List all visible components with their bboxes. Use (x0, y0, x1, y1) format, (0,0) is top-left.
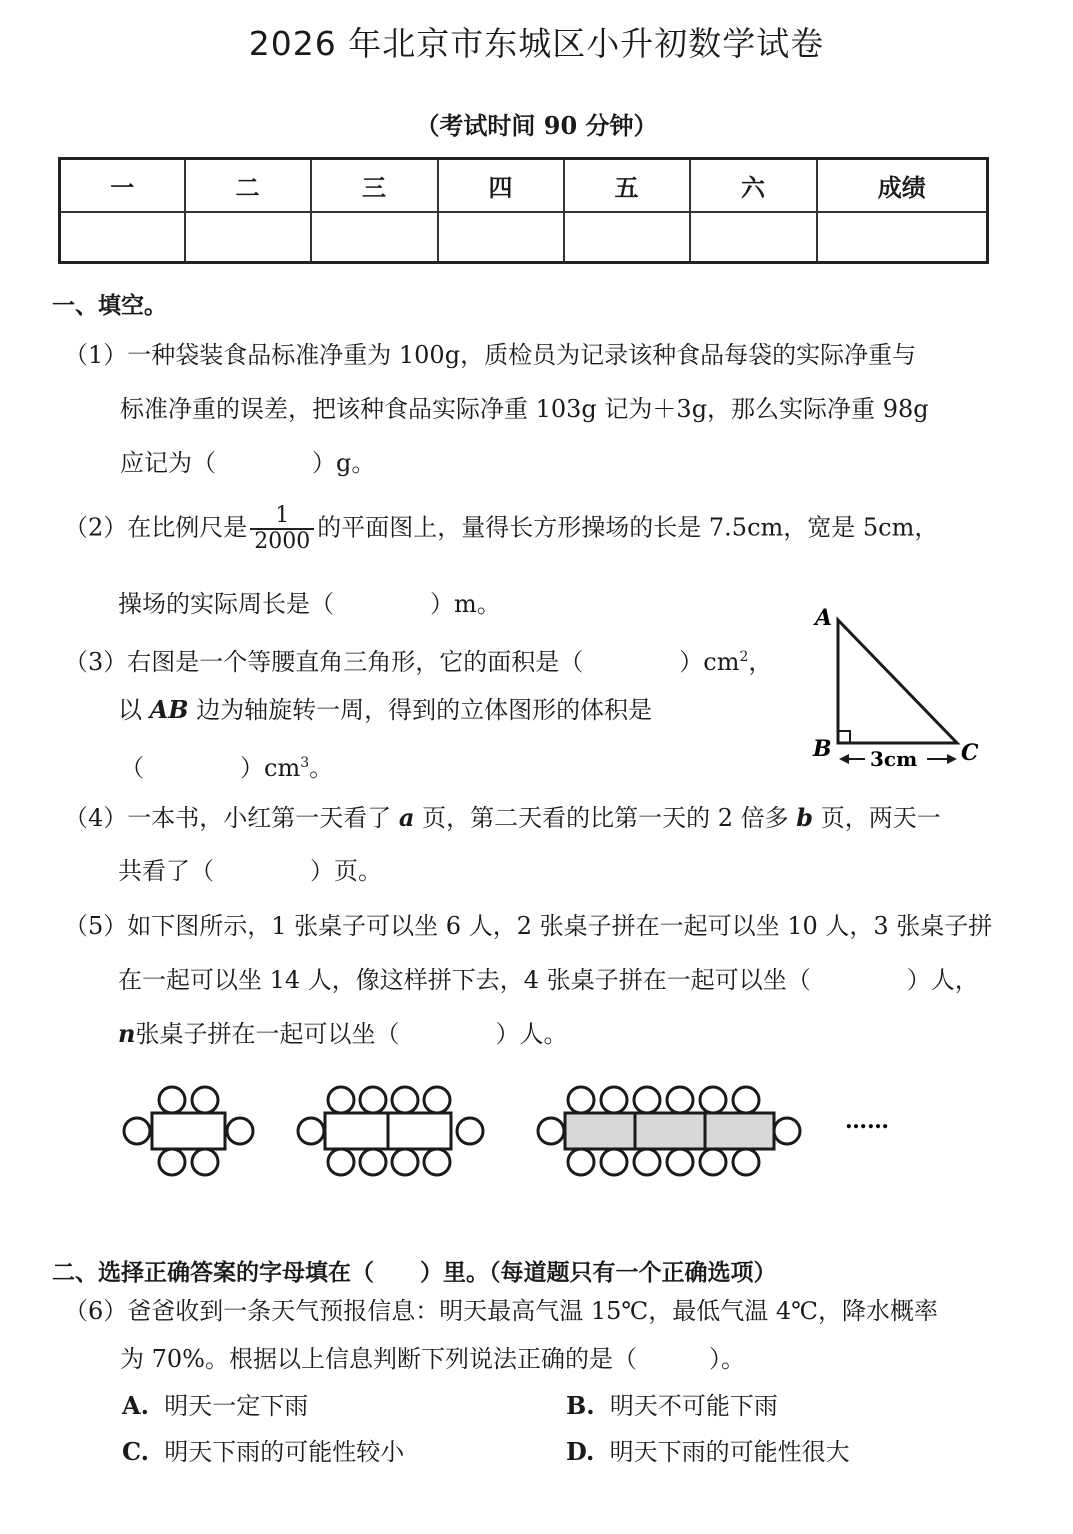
score-header-3: 三 (311, 159, 438, 213)
q4-line1-c: 页，两天一 (820, 804, 941, 832)
table-seating-figure (115, 1078, 915, 1188)
q4-var-b: b (796, 803, 814, 832)
q3-line1-text: （3）右图是一个等腰直角三角形，它的面积是（ ）cm (64, 648, 740, 676)
vertex-b-label: B (813, 736, 832, 762)
q3-line2-a: 以 (118, 696, 142, 724)
q2-line1 (64, 504, 938, 554)
score-header-2: 二 (185, 159, 311, 213)
q4-line2: 共看了（ ）页。 (118, 857, 382, 885)
one-table-arrangement (124, 1087, 253, 1175)
page-title: 2026 年北京市东城区小升初数学试卷 (248, 24, 825, 63)
score-header-6: 六 (690, 159, 817, 213)
score-cell-3[interactable] (311, 212, 438, 263)
base-length-label: 3cm (870, 747, 918, 771)
q3-line2-b: 边为轴旋转一周，得到的立体图形的体积是 (196, 696, 653, 724)
score-header-4: 四 (438, 159, 564, 213)
score-header-5: 五 (564, 159, 690, 213)
q6-option-d[interactable] (566, 1437, 850, 1466)
option-b-letter: B. (566, 1391, 595, 1420)
score-table (58, 157, 989, 264)
q2-suffix: 的平面图上，量得长方形操场的长是 7.5cm，宽是 5cm， (317, 513, 939, 542)
option-c-letter: C. (122, 1437, 150, 1466)
option-d-text: 明天下雨的可能性很大 (609, 1438, 850, 1466)
q4-line1-a: （4）一本书，小红第一天看了 (64, 804, 392, 832)
q1-line3: 应记为（ ）g。 (120, 449, 376, 477)
q6-line2: 为 70%。根据以上信息判断下列说法正确的是（ ）。 (120, 1345, 745, 1373)
exam-duration: （考试时间 90 分钟） (415, 111, 658, 140)
q3-line1-sup: 2 (739, 649, 749, 665)
q4-line1-b: 页，第二天看的比第一天的 2 倍多 (422, 804, 789, 832)
q4-line1 (64, 803, 941, 832)
option-c-text: 明天下雨的可能性较小 (164, 1438, 405, 1466)
q3-line3-end: 。 (309, 754, 334, 782)
score-cell-6[interactable] (690, 212, 817, 263)
score-cell-2[interactable] (185, 212, 311, 263)
q6-option-c[interactable] (122, 1437, 405, 1466)
score-cell-4[interactable] (438, 212, 564, 263)
option-a-text: 明天一定下雨 (164, 1392, 309, 1420)
q5-line2: 在一起可以坐 14 人，像这样拼下去，4 张桌子拼在一起可以坐（ ）人， (118, 966, 979, 994)
q5-var-n: n (118, 1019, 136, 1048)
score-header-total: 成绩 (817, 159, 988, 213)
option-a-letter: A. (122, 1391, 149, 1420)
q3-line1 (64, 645, 772, 674)
q6-option-b[interactable] (566, 1391, 778, 1420)
score-cell-1[interactable] (60, 212, 185, 263)
score-header-1: 一 (60, 159, 185, 213)
q6-option-a[interactable] (122, 1391, 309, 1420)
q5-line3 (118, 1019, 568, 1048)
q5-line1: （5）如下图所示，1 张桌子可以坐 6 人，2 张桌子拼在一起可以坐 10 人，3 张桌子拼 (64, 912, 993, 940)
q6-line1: （6）爸爸收到一条天气预报信息：明天最高气温 15℃，最低气温 4℃，降水概率 (64, 1297, 939, 1325)
section1-heading: 一、填空。 (52, 292, 167, 319)
q3-axis-label: AB (149, 695, 189, 724)
option-d-letter: D. (566, 1437, 595, 1466)
q3-line1-end: ， (748, 648, 773, 676)
fraction-denominator: 2000 (254, 529, 311, 554)
q5-line3-text: 张桌子拼在一起可以坐（ ）人。 (135, 1020, 568, 1048)
right-triangle-figure (805, 600, 1005, 785)
vertex-a-label: A (815, 605, 833, 631)
vertex-c-label: C (961, 740, 979, 766)
fraction-numerator: 1 (250, 504, 314, 530)
continuation-ellipsis: …… (845, 1108, 889, 1134)
q3-line3-sup: 3 (300, 755, 310, 771)
two-table-arrangement (298, 1087, 483, 1175)
three-table-arrangement (538, 1087, 800, 1175)
q3-line2 (118, 695, 653, 724)
q1-line1: （1）一种袋装食品标准净重为 100g，质检员为记录该种食品每袋的实际净重与 (64, 341, 917, 369)
q1-line2: 标准净重的误差，把该种食品实际净重 103g 记为＋3g，那么实际净重 98g (120, 395, 929, 423)
score-cell-5[interactable] (564, 212, 690, 263)
scale-fraction (250, 504, 314, 554)
q2-line2: 操场的实际周长是（ ）m。 (118, 590, 501, 618)
score-cell-total[interactable] (817, 212, 988, 263)
q4-var-a: a (398, 803, 415, 832)
q3-line3 (120, 751, 333, 780)
q3-line3-text: （ ）cm (120, 754, 301, 782)
q2-prefix: （2）在比例尺是 (64, 513, 248, 542)
option-b-text: 明天不可能下雨 (609, 1392, 778, 1420)
section2-heading: 二、选择正确答案的字母填在（ ）里。（每道题只有一个正确选项） (52, 1259, 777, 1286)
